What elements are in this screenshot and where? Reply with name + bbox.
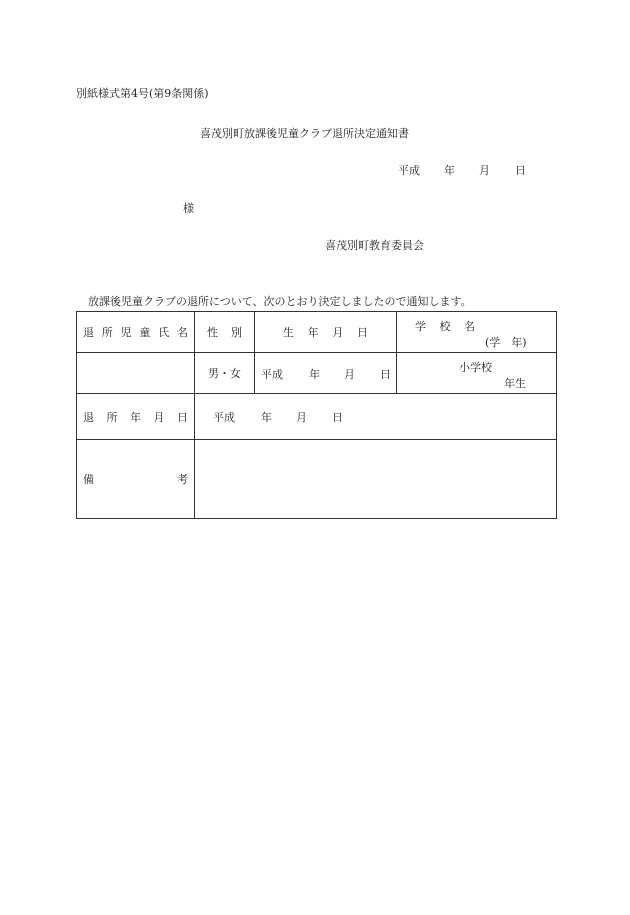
issue-date-day: 日: [515, 164, 526, 177]
sex-options: 男・女: [208, 367, 241, 380]
withdrawal-date-header: [77, 394, 195, 440]
table-row-withdrawal-date: [77, 394, 557, 440]
birth-day-label: 日: [380, 368, 391, 381]
child-name-field[interactable]: [77, 353, 195, 394]
label-char: 名: [176, 326, 188, 339]
school-suffix: 小学校: [459, 361, 492, 374]
birthdate-field[interactable]: [255, 353, 397, 394]
school-field[interactable]: [397, 353, 557, 394]
label-char: 学: [415, 320, 426, 333]
label-char: 日: [356, 326, 368, 339]
label-char: 年: [307, 326, 319, 339]
grade-label: (学 年): [485, 336, 527, 349]
table-row-entry: [77, 353, 557, 394]
label-char: 考: [177, 473, 188, 486]
table-row-headers: [77, 312, 557, 353]
label-char: 年: [130, 410, 141, 424]
label-char: 校: [439, 320, 451, 333]
birth-year-label: 年: [309, 368, 320, 381]
label-char: 月: [153, 410, 165, 424]
grade-suffix: 年生: [504, 377, 526, 390]
birth-month-label: 月: [344, 368, 355, 381]
withdrawal-day-label: 日: [332, 411, 343, 424]
label-char: 氏: [158, 326, 170, 339]
withdrawal-era: 平成: [213, 411, 235, 424]
withdrawal-form-table: [76, 311, 557, 519]
document-title: 喜茂別町放課後児童クラブ退所決定通知書: [200, 127, 409, 140]
label-char: 生: [283, 326, 294, 339]
issue-date-era: 平成: [398, 164, 420, 177]
sex-field[interactable]: [195, 353, 255, 394]
label-char: 退: [83, 326, 94, 339]
issue-date-year: 年: [444, 164, 455, 177]
label-char: 備: [83, 473, 94, 486]
label-char: 児: [120, 326, 132, 339]
child-name-header: [77, 312, 195, 353]
label-char: 退: [83, 410, 94, 424]
table-row-remarks: [77, 440, 557, 519]
intro-text: 放課後児童クラブの退所について、次のとおり決定しましたので通知します。: [88, 295, 472, 308]
birthdate-header: [255, 312, 397, 353]
issue-date-month: 月: [479, 164, 490, 177]
label-char: 所: [101, 326, 113, 339]
label-char: 性: [207, 326, 218, 339]
remarks-header: [77, 440, 195, 519]
label-char: 名: [464, 320, 475, 333]
withdrawal-year-label: 年: [261, 411, 272, 424]
school-header: [397, 312, 557, 353]
sex-header: [195, 312, 255, 353]
birth-era: 平成: [261, 368, 283, 381]
label-char: 月: [332, 326, 344, 339]
label-char: 所: [106, 410, 118, 424]
label-char: 別: [231, 326, 242, 339]
label-char: 童: [139, 326, 151, 339]
issuer-name: 喜茂別町教育委員会: [325, 239, 424, 252]
label-char: 日: [177, 410, 188, 424]
remarks-field[interactable]: [195, 440, 557, 519]
addressee-suffix: 様: [183, 202, 194, 215]
withdrawal-date-field[interactable]: [195, 394, 557, 440]
withdrawal-month-label: 月: [296, 411, 307, 424]
form-number: 別紙様式第4号(第9条関係): [76, 87, 209, 100]
